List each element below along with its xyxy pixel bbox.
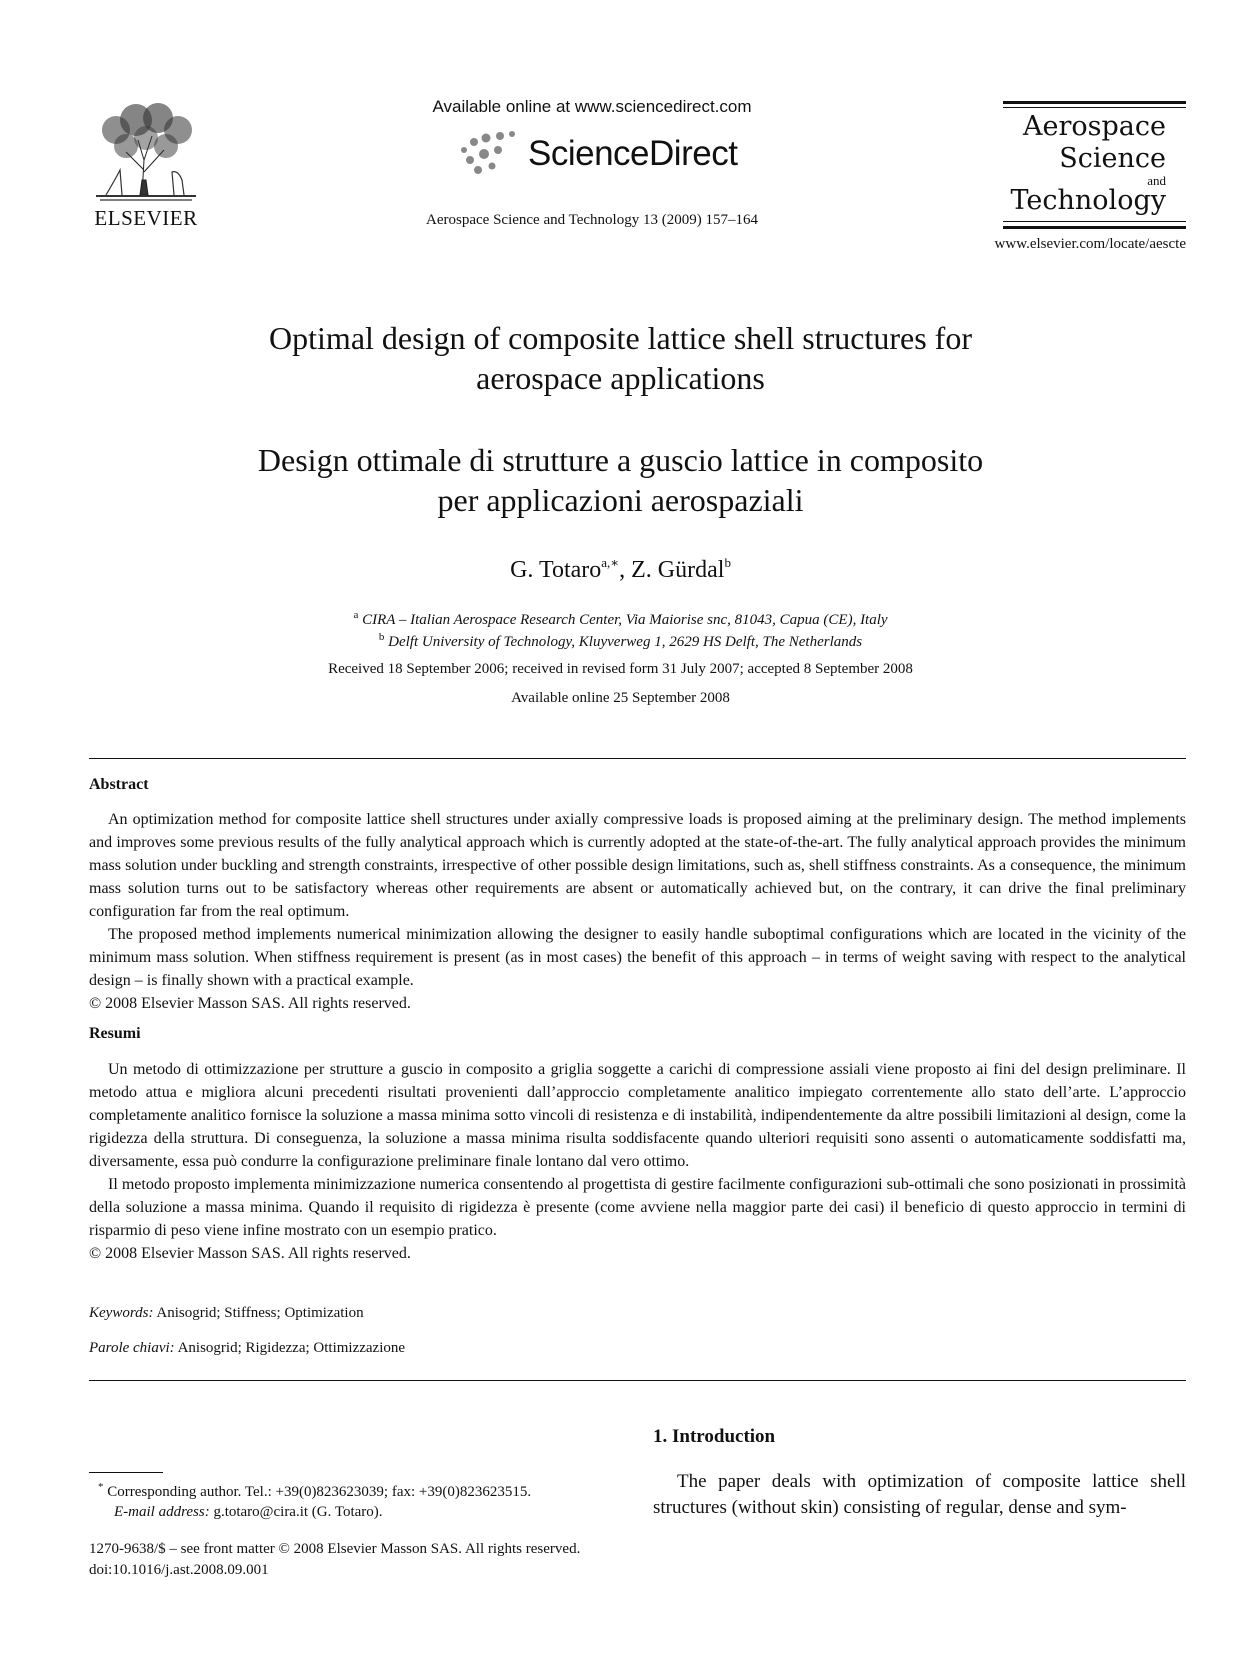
journal-url-link[interactable]: www.elsevier.com/locate/aescte [994, 236, 1186, 252]
email-address-link[interactable]: g.totaro@cira.it (G. Totaro). [209, 1504, 383, 1520]
divider [1003, 221, 1186, 222]
footnote-marker: * [98, 1481, 104, 1493]
resumi-body [89, 1058, 1186, 1265]
abstract-paragraph: An optimization method for composite lattice shell structures under axially compressive loads is proposed aiming at the preliminary design. The method implements and improves some previous results of the fully analytical approach which is currently adopted at the state-of-the-art. The fully analytical approach provides the minimum mass solution under buckling and strength constraints, irrespective of other possible design limitations, such as, shell stiffness constraints. As a consequence, the minimum mass solution turns out to be satisfactory whereas other requirements are absent or automatically achieved but, on the contrary, it can drive the final preliminary configuration far from the real optimum. [89, 811, 1186, 920]
available-online-text: Available online at www.sciencedirect.com [432, 97, 752, 116]
journal-title-block [1003, 101, 1186, 229]
divider [89, 758, 1186, 759]
available-online-date: Available online 25 September 2008 [511, 690, 730, 706]
journal-title-line: and [1147, 173, 1166, 188]
affiliation [100, 609, 1141, 629]
author-list [100, 555, 1141, 584]
article-title-english [100, 318, 1141, 398]
corresponding-author-note [98, 1481, 531, 1501]
email-label: E-mail address: [114, 1504, 210, 1520]
affiliation-marker: b [724, 555, 731, 570]
abstract-heading: Abstract [89, 776, 149, 793]
front-matter-note: 1270-9638/$ – see front matter © 2008 Elsevier Masson SAS. All rights reserved. [89, 1541, 581, 1557]
journal-title-line: Aerospace [1023, 111, 1166, 142]
affiliation-text: Delft University of Technology, Kluyverweg 1, 2629 HS Delft, The Netherlands [388, 634, 863, 650]
title-line: Design ottimale di strutture a guscio lattice in composito [257, 442, 984, 478]
resumi-heading: Resumi [89, 1025, 141, 1042]
divider [89, 1380, 1186, 1381]
divider [1003, 101, 1186, 104]
affiliation-text: CIRA – Italian Aerospace Research Center, Via Maiorise snc, 81043, Capua (CE), Italy [362, 612, 888, 628]
author-name[interactable]: G. Totaro [510, 557, 602, 583]
resumi-paragraph: Un metodo di ottimizzazione per strutture a guscio in composito a griglia soggette a carichi di compressione assiali viene proposto ai fini del design preliminare. Il metodo attua e migliora alcuni precedenti risultati provenienti dall’approccio completamente analitico impiegato correntemente allo stato dell’arte. L’approccio completamente analitico fornisce la soluzione a massa minima sotto vincoli di resistenza e di instabilità, indipendentemente da altre possibili limitazioni al design, come la rigidezza della struttura. Di conseguenza, la soluzione a massa minima risulta soddisfacente quando ulteriori requisiti sono assenti o automaticamente soddisfatti ma, diversamente, essa può condurre la configurazione preliminare finale lontano dal vero ottimo. [89, 1061, 1186, 1170]
divider [1003, 107, 1186, 108]
title-line: Optimal design of composite lattice shell structures for [269, 320, 972, 356]
copyright-line: © 2008 Elsevier Masson SAS. All rights reserved. [89, 995, 411, 1012]
keywords-values: Anisogrid; Stiffness; Optimization [153, 1305, 364, 1321]
journal-title-line: Science [1059, 143, 1166, 174]
affiliation-marker: b [378, 631, 385, 643]
journal-reference: Aerospace Science and Technology 13 (2009) 157–164 [426, 212, 758, 228]
elsevier-tree-logo [86, 100, 206, 218]
sciencedirect-dots-icon [456, 128, 536, 178]
title-line: aerospace applications [476, 360, 765, 396]
introduction-heading: 1. Introduction [653, 1426, 776, 1447]
resumi-paragraph: Il metodo proposto implementa minimizzazione numerica consentendo al progettista di gestire facilmente configurazioni sub-ottimali che sono posizionati in prossimità della soluzione a massa minima. Quando il requisito di rigidezza è presente (come avviene nella maggior parte dei casi) il beneficio di questo approccio in termini di risparmio di peso viene infine mostrato con un esempio pratico. [89, 1176, 1186, 1239]
footnote-divider [89, 1472, 163, 1473]
affiliation-marker: a,∗ [601, 555, 620, 570]
abstract-body [89, 808, 1186, 1015]
introduction-body [653, 1469, 1186, 1521]
affiliation-marker: a [353, 609, 359, 621]
journal-title-line: Technology [1010, 185, 1166, 216]
keywords-english [89, 1305, 364, 1322]
sciencedirect-brand: ScienceDirect [528, 134, 738, 173]
footnote-text: Corresponding author. Tel.: +39(0)823623039; fax: +39(0)823623515. [107, 1484, 532, 1500]
article-title-italian [100, 440, 1141, 520]
author-separator: , [619, 557, 632, 583]
keywords-label: Keywords: [89, 1305, 154, 1321]
email-note [114, 1504, 383, 1521]
copyright-line: © 2008 Elsevier Masson SAS. All rights reserved. [89, 1245, 411, 1262]
divider [1003, 226, 1186, 229]
introduction-paragraph: The paper deals with optimization of composite lattice shell structures (without skin) consisting of regular, dense and sym- [653, 1471, 1186, 1518]
title-line: per applicazioni aerospaziali [437, 482, 804, 518]
affiliation [100, 631, 1141, 651]
keywords-values: Anisogrid; Rigidezza; Ottimizzazione [174, 1340, 406, 1356]
abstract-paragraph: The proposed method implements numerical minimization allowing the designer to easily handle suboptimal configurations which are located in the vicinity of the minimum mass solution. When stiffness requirement is present (as in most cases) the benefit of this approach – in terms of weight saving with respect to the analytical design – is finally shown with a practical example. [89, 926, 1186, 989]
keywords-label: Parole chiavi: [89, 1340, 175, 1356]
doi-link[interactable]: doi:10.1016/j.ast.2008.09.001 [89, 1562, 269, 1578]
history-dates: Received 18 September 2006; received in revised form 31 July 2007; accepted 8 September 2008 [328, 661, 913, 677]
publisher-name: ELSEVIER [94, 206, 198, 230]
author-name[interactable]: Z. Gürdal [631, 557, 725, 583]
keywords-italian [89, 1340, 405, 1357]
